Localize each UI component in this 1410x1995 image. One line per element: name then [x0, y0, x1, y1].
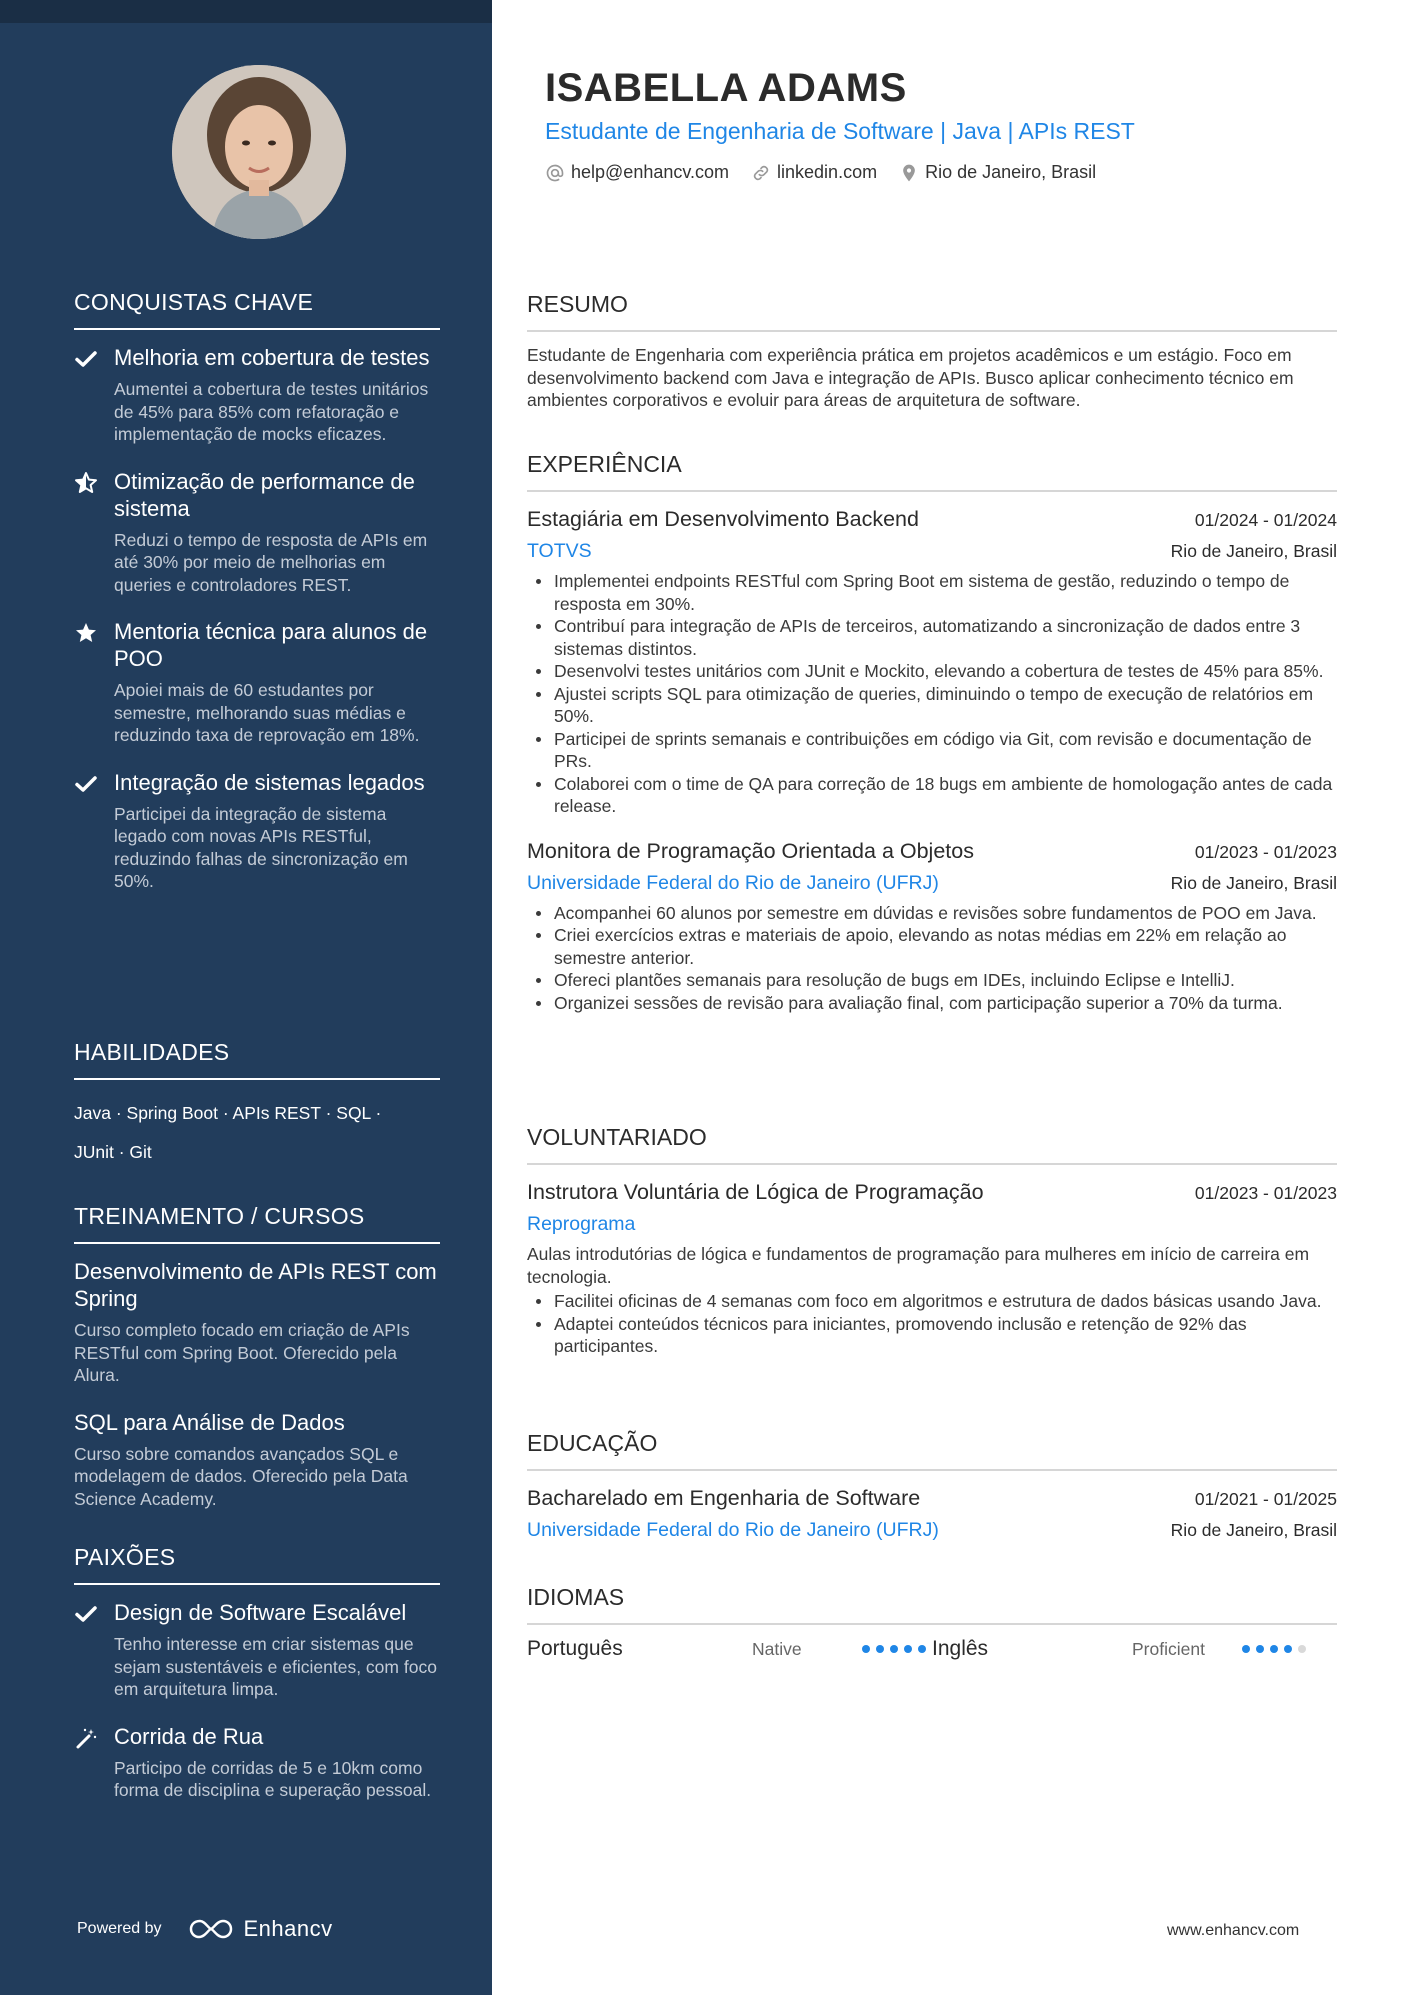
powered-by	[77, 1916, 333, 1942]
skills-line: Java · Spring Boot · APIs REST · SQL ·	[74, 1103, 382, 1123]
language-name: Inglês	[932, 1637, 989, 1660]
bullet-item: Adaptei conteúdos técnicos para iniciantes, promovendo inclusão e retenção de 92% das participantes.	[527, 1313, 1337, 1358]
passion-title: Corrida de Rua	[114, 1723, 264, 1749]
contact-location	[899, 162, 1096, 183]
job-bullets	[527, 570, 1337, 818]
volunteer-title: VOLUNTARIADO	[527, 1124, 1337, 1165]
volunteer-org: Reprograma	[527, 1213, 636, 1235]
achievement-title: Otimização de performance de sistema	[114, 468, 415, 521]
footer-url[interactable]: www.enhancv.com	[1167, 1922, 1300, 1939]
experience-title: EXPERIÊNCIA	[527, 451, 1337, 492]
achievement-item	[74, 769, 440, 893]
job-title: Monitora de Programação Orientada a Objetos	[527, 838, 974, 863]
bullet-item: Criei exercícios extras e materiais de apoio, elevando as notas médias em 22% em relação ao semestre anterior.	[527, 924, 1337, 969]
language-dots	[862, 1645, 932, 1653]
volunteer-intro: Aulas introdutórias de lógica e fundamentos de programação para mulheres em início de carreira em tecnologia.	[527, 1244, 1310, 1287]
passion-desc: Participo de corridas de 5 e 10km como forma de disciplina e superação pessoal.	[114, 1757, 432, 1800]
summary-text: Estudante de Engenharia com experiência prática em projetos acadêmicos e um estágio. Foco em desenvolvimento backend com Java e integração de APIs. Busco aplicar conhecimento técnico em ambientes corporativos e evoluir para áreas de arquitetura de software.	[527, 345, 1294, 410]
link-icon	[751, 163, 771, 183]
job-location: Rio de Janeiro, Brasil	[1170, 872, 1337, 893]
skills-title: HABILIDADES	[74, 1039, 440, 1080]
linkedin-text: linkedin.com	[777, 162, 878, 182]
achievement-desc: Participei da integração de sistema legado com novas APIs RESTful, reduzindo falhas de sincronização em 50%.	[114, 803, 408, 891]
star-half-icon	[74, 468, 114, 597]
candidate-headline: Estudante de Engenharia de Software | Java | APIs REST	[545, 118, 1135, 144]
bullet-item: Acompanhei 60 alunos por semestre em dúvidas e revisões sobre fundamentos de POO em Java.	[527, 902, 1337, 925]
avatar	[172, 65, 346, 239]
skills-line: JUnit · Git	[74, 1142, 152, 1162]
job-entry	[527, 504, 1337, 818]
bullet-item: Desenvolvi testes unitários com JUnit e Mockito, elevando a cobertura de testes de 45% para 85%.	[527, 660, 1337, 683]
course-desc: Curso sobre comandos avançados SQL e modelagem de dados. Oferecido pela Data Science Academy.	[74, 1443, 408, 1509]
sidebar-top-bar	[0, 0, 492, 23]
proficiency-dot-filled	[890, 1645, 898, 1653]
bullet-item: Ajustei scripts SQL para otimização de queries, diminuindo o tempo de execução de relatórios em 50%.	[527, 683, 1337, 728]
brand-name: Enhancv	[243, 1916, 333, 1941]
job-title: Estagiária em Desenvolvimento Backend	[527, 507, 919, 531]
enhancv-logo[interactable]	[188, 1916, 333, 1942]
location-pin-icon	[899, 163, 919, 183]
proficiency-dot-filled	[918, 1645, 926, 1653]
check-icon	[74, 769, 114, 893]
proficiency-dot-filled	[876, 1645, 884, 1653]
degree: Bacharelado em Engenharia de Software	[527, 1486, 921, 1510]
contact-list	[545, 162, 1118, 183]
course-title: SQL para Análise de Dados	[74, 1409, 345, 1435]
volunteer-date: 01/2023 - 01/2023	[1194, 1183, 1337, 1203]
volunteer-bullets	[527, 1290, 1337, 1358]
bullet-item: Participei de sprints semanais e contribuições em código via Git, com revisão e documentação de PRs.	[527, 728, 1337, 773]
education-section	[527, 1430, 1337, 1547]
volunteer-section	[527, 1124, 1337, 1376]
email-text: help@enhancv.com	[571, 162, 730, 182]
passions-section	[74, 1544, 440, 1824]
location-text: Rio de Janeiro, Brasil	[925, 162, 1097, 182]
proficiency-dot-filled	[1242, 1645, 1250, 1653]
job-date: 01/2023 - 01/2023	[1194, 841, 1337, 862]
job-company: Universidade Federal do Rio de Janeiro (UFRJ)	[527, 871, 939, 894]
language-name: Português	[527, 1637, 623, 1660]
language-level: Native	[752, 1638, 802, 1659]
check-icon	[74, 1599, 114, 1701]
passion-item	[74, 1599, 440, 1701]
sidebar	[0, 0, 492, 1995]
at-icon	[545, 163, 565, 183]
star-icon	[74, 618, 114, 747]
achievement-item	[74, 618, 440, 747]
languages-title: IDIOMAS	[527, 1584, 1337, 1625]
check-icon	[74, 344, 114, 446]
contact-email[interactable]	[545, 162, 729, 183]
job-entry	[527, 836, 1337, 1015]
bullet-item: Organizei sessões de revisão para avaliação final, com participação superior a 70% da turma.	[527, 992, 1337, 1015]
achievement-desc: Apoiei mais de 60 estudantes por semestre, melhorando suas médias e reduzindo taxa de reprovação em 18%.	[114, 680, 420, 745]
experience-section	[527, 451, 1337, 1032]
enhancv-logo-icon	[188, 1917, 234, 1941]
summary-section	[527, 291, 1337, 412]
passion-desc: Tenho interesse em criar sistemas que sejam sustentáveis e eficientes, com foco em arquitetura limpa.	[114, 1634, 437, 1699]
job-bullets	[527, 902, 1337, 1015]
proficiency-dot-filled	[904, 1645, 912, 1653]
languages-list	[527, 1637, 1337, 1661]
bullet-item: Colaborei com o time de QA para correção de 18 bugs em ambiente de homologação antes de cada release.	[527, 773, 1337, 818]
proficiency-dot-filled	[1270, 1645, 1278, 1653]
training-title: TREINAMENTO / CURSOS	[74, 1203, 440, 1244]
achievement-title: Mentoria técnica para alunos de POO	[114, 619, 428, 671]
achievement-title: Integração de sistemas legados	[114, 769, 425, 795]
bullet-item: Contribuí para integração de APIs de terceiros, automatizando a sincronização de dados entre 3 sistemas distintos.	[527, 615, 1337, 660]
language-item	[527, 1637, 932, 1661]
course-desc: Curso completo focado em criação de APIs RESTful com Spring Boot. Oferecido pela Alura.	[74, 1320, 410, 1385]
achievement-desc: Aumentei a cobertura de testes unitários de 45% para 85% com refatoração e implementação de mocks eficazes.	[114, 379, 429, 444]
powered-by-label: Powered by	[77, 1920, 162, 1937]
skills-section	[74, 1039, 440, 1172]
job-date: 01/2024 - 01/2024	[1194, 510, 1337, 530]
passions-title: PAIXÕES	[74, 1544, 440, 1585]
volunteer-entry	[527, 1177, 1337, 1358]
job-location: Rio de Janeiro, Brasil	[1170, 541, 1337, 561]
education-date: 01/2021 - 01/2025	[1194, 1489, 1337, 1509]
achievement-desc: Reduzi o tempo de resposta de APIs em até 30% por meio de melhorias em queries e controladores REST.	[114, 529, 428, 595]
job-company: TOTVS	[527, 540, 592, 562]
proficiency-dot-filled	[862, 1645, 870, 1653]
education-location: Rio de Janeiro, Brasil	[1170, 1520, 1337, 1540]
proficiency-dot-filled	[1284, 1645, 1292, 1653]
summary-title: RESUMO	[527, 291, 1337, 332]
bullet-item: Facilitei oficinas de 4 semanas com foco em algoritmos e estrutura de dados básicas usando Java.	[527, 1290, 1337, 1313]
contact-linkedin[interactable]	[751, 162, 877, 183]
course-item	[74, 1258, 440, 1387]
skills-list	[74, 1094, 440, 1172]
achievements-title: CONQUISTAS CHAVE	[74, 289, 440, 330]
language-dots	[1242, 1645, 1312, 1653]
magic-wand-icon	[74, 1723, 114, 1802]
passion-title: Design de Software Escalável	[114, 1600, 407, 1625]
achievement-item	[74, 344, 440, 446]
passion-item	[74, 1723, 440, 1802]
achievement-item	[74, 468, 440, 597]
training-section	[74, 1203, 440, 1532]
achievements-section	[74, 289, 440, 915]
proficiency-dot-empty	[1298, 1645, 1306, 1653]
school: Universidade Federal do Rio de Janeiro (UFRJ)	[527, 1519, 939, 1541]
volunteer-role: Instrutora Voluntária de Lógica de Programação	[527, 1180, 984, 1204]
course-title: Desenvolvimento de APIs REST com Spring	[74, 1259, 437, 1311]
bullet-item: Ofereci plantões semanais para resolução de bugs em IDEs, incluindo Eclipse e IntelliJ.	[527, 969, 1337, 992]
bullet-item: Implementei endpoints RESTful com Spring Boot em sistema de gestão, reduzindo o tempo de resposta em 30%.	[527, 570, 1337, 615]
course-item	[74, 1409, 440, 1511]
languages-section	[527, 1584, 1337, 1661]
achievement-title: Melhoria em cobertura de testes	[114, 345, 430, 370]
proficiency-dot-filled	[1256, 1645, 1264, 1653]
candidate-name: ISABELLA ADAMS	[545, 66, 907, 110]
education-title: EDUCAÇÃO	[527, 1430, 1337, 1471]
language-item	[932, 1637, 1337, 1661]
language-level: Proficient	[1132, 1638, 1205, 1659]
